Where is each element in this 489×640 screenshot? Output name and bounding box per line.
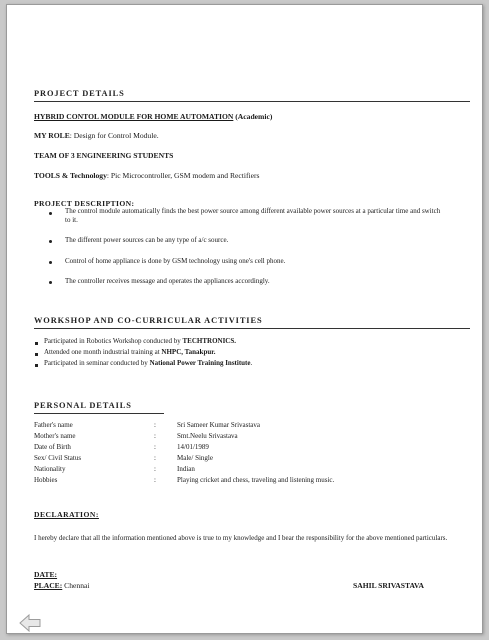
bullet-icon <box>49 240 52 243</box>
bullet-icon <box>35 353 38 356</box>
personal-value: Male/ Single <box>177 454 213 462</box>
workshop-item-text: Participated in seminar conducted by <box>44 359 150 367</box>
place-label: PLACE: <box>34 581 63 590</box>
place-line <box>34 581 89 590</box>
personal-separator: : <box>154 454 156 462</box>
personal-label: Mother's name <box>34 432 76 440</box>
description-item: The control module automatically finds the best power source among different available power sources at a particular time and switch to it. <box>65 207 441 224</box>
project-title-suffix: (Academic) <box>233 112 273 121</box>
date-label: DATE: <box>34 570 58 579</box>
workshop-item <box>44 337 236 345</box>
description-item: Control of home appliance is done by GSM technology using one's cell phone. <box>65 257 286 265</box>
workshop-heading: WORKSHOP AND CO-CURRICULAR ACTIVITIES <box>34 316 263 325</box>
bullet-icon <box>49 261 52 264</box>
tools-label: TOOLS & Technology <box>34 171 107 180</box>
bullet-icon <box>49 212 52 215</box>
personal-value: 14/01/1989 <box>177 443 209 451</box>
workshop-item-tail: . <box>250 359 253 367</box>
declaration-text: I hereby declare that all the information mentioned above is true to my knowledge and I bear the responsibility for the above mentioned particulars. <box>34 534 448 542</box>
resume-page <box>6 4 483 634</box>
candidate-name: SAHIL SRIVASTAVA <box>353 581 424 590</box>
workshop-item-bold: National Power Training Institute <box>149 359 251 367</box>
bullet-icon <box>35 364 38 367</box>
workshop-item <box>44 359 252 367</box>
description-item: The different power sources can be any type of a/c source. <box>65 236 229 244</box>
tools-value: : Pic Microcontroller, GSM modem and Rectifiers <box>106 171 260 180</box>
personal-separator: : <box>154 432 156 440</box>
project-title <box>34 112 272 121</box>
workshop-item-bold: NHPC, Tanakpur. <box>161 348 216 356</box>
back-arrow-icon[interactable] <box>19 614 41 632</box>
personal-details-heading: PERSONAL DETAILS <box>34 401 132 410</box>
personal-separator: : <box>154 465 156 473</box>
my-role-label: MY ROLE <box>34 131 70 140</box>
personal-label: Hobbies <box>34 476 58 484</box>
personal-label: Father's name <box>34 421 73 429</box>
personal-separator: : <box>154 443 156 451</box>
personal-value: Smt.Neelu Srivastava <box>177 432 238 440</box>
personal-separator: : <box>154 476 156 484</box>
section-divider <box>34 328 470 329</box>
my-role <box>34 131 159 140</box>
description-item: The controller receives message and operates the appliances accordingly. <box>65 277 270 285</box>
personal-value: Sri Sameer Kumar Srivastava <box>177 421 261 429</box>
declaration-heading: DECLARATION: <box>34 510 99 519</box>
workshop-item-text: Attended one month industrial training at <box>44 348 162 356</box>
personal-label: Sex/ Civil Status <box>34 454 82 462</box>
bullet-icon <box>49 281 52 284</box>
personal-separator: : <box>154 421 156 429</box>
section-divider <box>34 413 164 414</box>
place-value: Chennai <box>62 581 90 590</box>
my-role-value: : Design for Control Module. <box>69 131 159 140</box>
project-title-main: HYBRID CONTOL MODULE FOR HOME AUTOMATION <box>34 112 234 121</box>
personal-label: Date of Birth <box>34 443 71 451</box>
personal-value: Playing cricket and chess, traveling and listening music. <box>177 476 335 484</box>
project-details-heading: PROJECT DETAILS <box>34 89 125 98</box>
workshop-item-text: Participated in Robotics Workshop conducted by <box>44 337 183 345</box>
workshop-item-bold: TECHTRONICS. <box>182 337 236 345</box>
team-size: TEAM OF 3 ENGINEERING STUDENTS <box>34 151 174 160</box>
personal-value: Indian <box>177 465 195 473</box>
workshop-item <box>44 348 215 356</box>
section-divider <box>34 101 470 102</box>
bullet-icon <box>35 342 38 345</box>
personal-label: Nationality <box>34 465 66 473</box>
tools-technology <box>34 171 259 180</box>
project-description-heading: PROJECT DESCRIPTION: <box>34 199 135 208</box>
